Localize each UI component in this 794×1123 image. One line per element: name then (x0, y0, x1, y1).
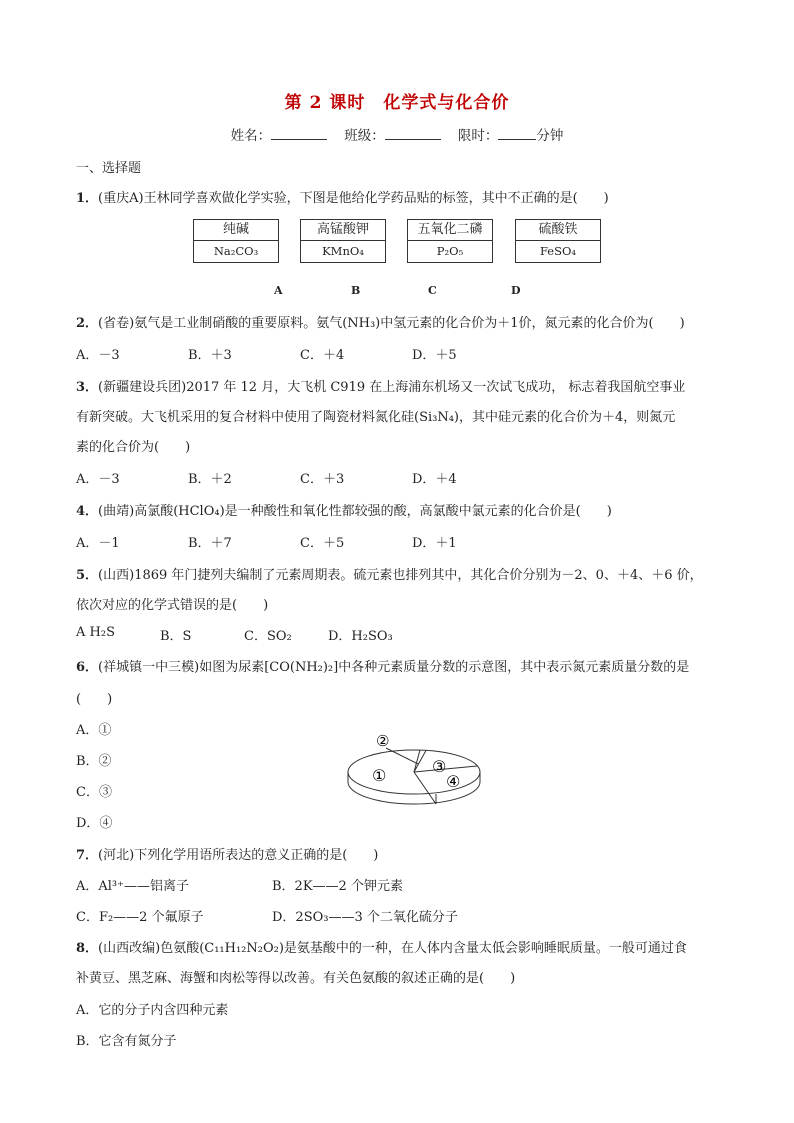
q3-option-b[interactable]: B．＋2 (188, 472, 232, 487)
q4-option-b[interactable]: B．＋7 (188, 536, 232, 551)
q6-option-d[interactable]: D．④ (76, 816, 113, 831)
label-d-formula: FeSO₄ (539, 244, 577, 258)
q5-option-d[interactable]: D．H₂SO₃ (328, 629, 393, 644)
question-2: 2．(省卷)氨气是工业制硝酸的重要原料。氨气(NH₃)中氢元素的化合价为＋1价，氮元素的化合价为( ) (76, 316, 685, 331)
question-8-line2: 补黄豆、黑芝麻、海蟹和肉松等得以改善。有关色氨酸的叙述正确的是( ) (76, 971, 516, 986)
name-blank[interactable] (271, 127, 327, 140)
question-5-line2: 依次对应的化学式错误的是( ) (76, 598, 269, 613)
pie-label-4: ④ (446, 772, 461, 791)
q2-option-c[interactable]: C．＋4 (300, 348, 345, 363)
label-c (407, 219, 493, 263)
q2-option-b[interactable]: B．＋3 (188, 348, 232, 363)
q7-option-d[interactable]: D．2SO₃——3 个二氧化硫分子 (272, 910, 458, 925)
question-5: 5．(山西)1869 年门捷列夫编制了元素周期表。硫元素也排列其中，其化合价分别为－2、0、＋4、＋6 价， (76, 568, 703, 583)
page-title: 第 2 课时 化学式与化合价 (284, 93, 510, 113)
q6-option-a[interactable]: A．① (76, 723, 112, 738)
question-4: 4．(曲靖)高氯酸(HClO₄)是一种酸性和氧化性都较强的酸，高氯酸中氯元素的化合价是( ) (76, 504, 612, 519)
question-8: 8．(山西改编)色氨酸(C₁₁H₁₂N₂O₂)是氨基酸中的一种，在人体内含量太低会影响睡眠质量。一般可通过食 (76, 941, 687, 956)
q2-option-a[interactable]: A．－3 (76, 348, 120, 363)
option-letter-d: D (511, 284, 521, 297)
question-6: 6．(祥城镇一中三模)如图为尿素[CO(NH₂)₂]中各种元素质量分数的示意图，其中表示氮元素质量分数的是 (76, 660, 690, 675)
option-letter-c: C (428, 284, 437, 297)
option-letter-b: B (351, 284, 361, 297)
q3-option-c[interactable]: C．＋3 (300, 472, 345, 487)
question-7: 7．(河北)下列化学用语所表达的意义正确的是( ) (76, 848, 379, 863)
label-c-name: 五氧化二磷 (408, 220, 492, 241)
q6-option-c[interactable]: C．③ (76, 785, 112, 800)
label-a-formula: Na₂CO₃ (213, 244, 259, 258)
q8-option-a[interactable]: A．它的分子内含四种元素 (76, 1003, 229, 1018)
label-c-formula: P₂O₅ (436, 244, 464, 258)
label-b-formula: KMnO₄ (322, 244, 364, 258)
q7-option-a[interactable]: A．Al³⁺——铝离子 (76, 879, 190, 894)
question-3: 3．(新疆建设兵团)2017 年 12 月，大飞机 C919 在上海浦东机场又一次试飞成功， 标志着我国航空事业 (76, 380, 686, 395)
question-6-line2: ( ) (76, 692, 113, 707)
label-b (300, 219, 386, 263)
label-b-name: 高锰酸钾 (301, 220, 385, 241)
pie-label-3: ③ (432, 757, 447, 776)
q6-option-b[interactable]: B．② (76, 754, 112, 769)
class-blank[interactable] (385, 127, 441, 140)
name-label: 姓名： (230, 128, 272, 144)
label-a (193, 219, 279, 263)
question-3-line2: 有新突破。大飞机采用的复合材料中使用了陶瓷材料氮化硅(Si₃N₄)，其中硅元素的化合价为＋4，则氮元 (76, 410, 676, 425)
q5-option-a[interactable]: A H₂S (76, 625, 115, 640)
time-blank[interactable] (498, 127, 536, 140)
section-heading: 一、选择题 (76, 161, 142, 176)
student-info-line (0, 124, 794, 144)
q3-option-a[interactable]: A．－3 (76, 472, 120, 487)
q4-option-c[interactable]: C．＋5 (300, 536, 345, 551)
q7-option-b[interactable]: B．2K——2 个钾元素 (272, 879, 403, 894)
pie-label-1: ① (372, 766, 387, 785)
question-1: 1．(重庆A)王林同学喜欢做化学实验，下图是他给化学药品贴的标签，其中不正确的是( ) (76, 191, 609, 206)
urea-pie-diagram (340, 728, 490, 810)
pie-label-2: ② (376, 732, 390, 750)
minute-label: 分钟 (536, 128, 564, 144)
q4-option-a[interactable]: A．－1 (76, 536, 120, 551)
class-label: 班级： (344, 128, 385, 144)
label-a-name: 纯碱 (194, 220, 278, 241)
question-3-line3: 素的化合价为( ) (76, 440, 191, 455)
option-letter-a: A (274, 284, 283, 297)
q2-option-d[interactable]: D．＋5 (412, 348, 457, 363)
q5-option-c[interactable]: C．SO₂ (244, 629, 292, 644)
q8-option-b[interactable]: B．它含有氮分子 (76, 1034, 177, 1049)
q5-option-b[interactable]: B．S (160, 629, 192, 644)
label-d-name: 硫酸铁 (516, 220, 600, 241)
q4-option-d[interactable]: D．＋1 (412, 536, 457, 551)
q3-option-d[interactable]: D．＋4 (412, 472, 457, 487)
time-label: 限时： (457, 128, 499, 144)
q7-option-c[interactable]: C．F₂——2 个氟原子 (76, 910, 204, 925)
label-d (515, 219, 601, 263)
